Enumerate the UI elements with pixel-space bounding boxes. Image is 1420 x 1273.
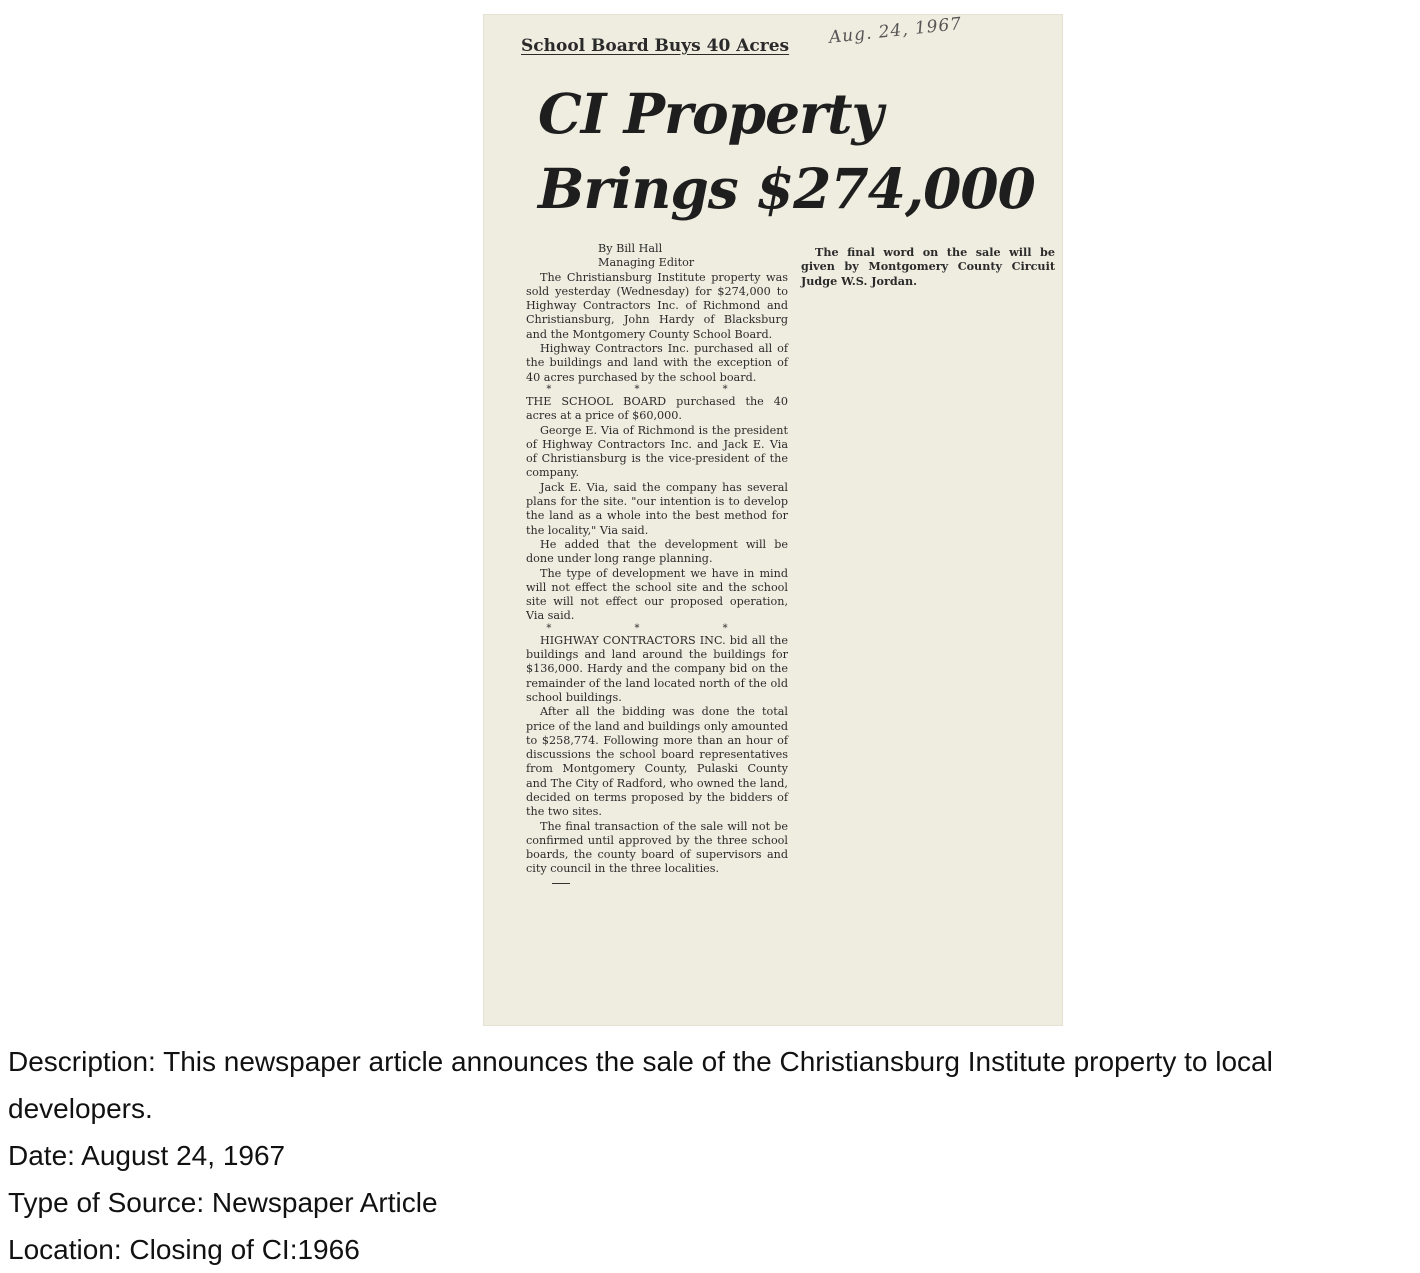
section-separator: * * * — [546, 383, 768, 395]
article-paragraph: The Christiansburg Institute property was sold yesterday (Wednesday) for $274,000 to Highway Contractors Inc. of Richmond and Christiansburg, John Hardy of Blacksburg and the Montgomery County School Board. — [526, 270, 788, 341]
article-right-column — [801, 245, 1055, 288]
byline-title: Managing Editor — [598, 256, 695, 270]
article-left-column — [526, 242, 788, 884]
article-paragraph: Jack E. Via, said the company has several plans for the site. "our intention is to develop the land as a whole into the best method for the locality," Via said. — [526, 480, 788, 537]
headline-line-1: CI Property — [538, 81, 883, 146]
newspaper-clipping — [483, 14, 1063, 1026]
article-paragraph: HIGHWAY CONTRACTORS INC. bid all the buildings and land around the buildings for $136,000. Hardy and the company bid on the remainder of the land located north of the old school buildings. — [526, 633, 788, 704]
section-separator: * * * — [546, 622, 768, 634]
article-paragraph: The final transaction of the sale will not be confirmed until approved by the three school boards, the county board of supervisors and city council in the three localities. — [526, 819, 788, 876]
end-mark — [552, 883, 570, 884]
article-paragraph: George E. Via of Richmond is the president of Highway Contractors Inc. and Jack E. Via of Christiansburg is the vice-president of the company. — [526, 423, 788, 480]
caption-description-line-2: developers. — [8, 1093, 153, 1124]
headline-line-2: Brings $274,000 — [538, 156, 1035, 221]
article-paragraph: The final word on the sale will be given by Montgomery County Circuit Judge W.S. Jordan. — [801, 245, 1055, 288]
caption-source-type: Type of Source: Newspaper Article — [8, 1187, 438, 1218]
caption-location: Location: Closing of CI:1966 — [8, 1234, 360, 1265]
article-paragraph: The type of development we have in mind will not effect the school site and the school site will not effect our proposed operation, Via said. — [526, 566, 788, 623]
headline — [538, 76, 1035, 226]
article-paragraph: Highway Contractors Inc. purchased all of the buildings and land with the exception of 40 acres purchased by the school board. — [526, 342, 788, 384]
caption — [8, 1038, 1418, 1273]
caption-description-line-1: Description: This newspaper article announces the sale of the Christiansburg Institute property to local — [8, 1046, 1273, 1077]
article-paragraph: After all the bidding was done the total price of the land and buildings only amounted to $258,774. Following more than an hour of discussions the school board representatives from Montgomery County, Pulaski County and The City of Radford, who owned the land, decided on terms proposed by the bidders of the two sites. — [526, 705, 788, 819]
article-paragraph: THE SCHOOL BOARD purchased the 40 acres at a price of $60,000. — [526, 394, 788, 423]
caption-date: Date: August 24, 1967 — [8, 1140, 286, 1171]
article-paragraph: He added that the development will be done under long range planning. — [526, 537, 788, 566]
kicker-headline: School Board Buys 40 Acres — [521, 36, 790, 56]
byline-name: By Bill Hall — [598, 242, 663, 255]
handwritten-date: Aug. 24, 1967 — [828, 14, 963, 48]
